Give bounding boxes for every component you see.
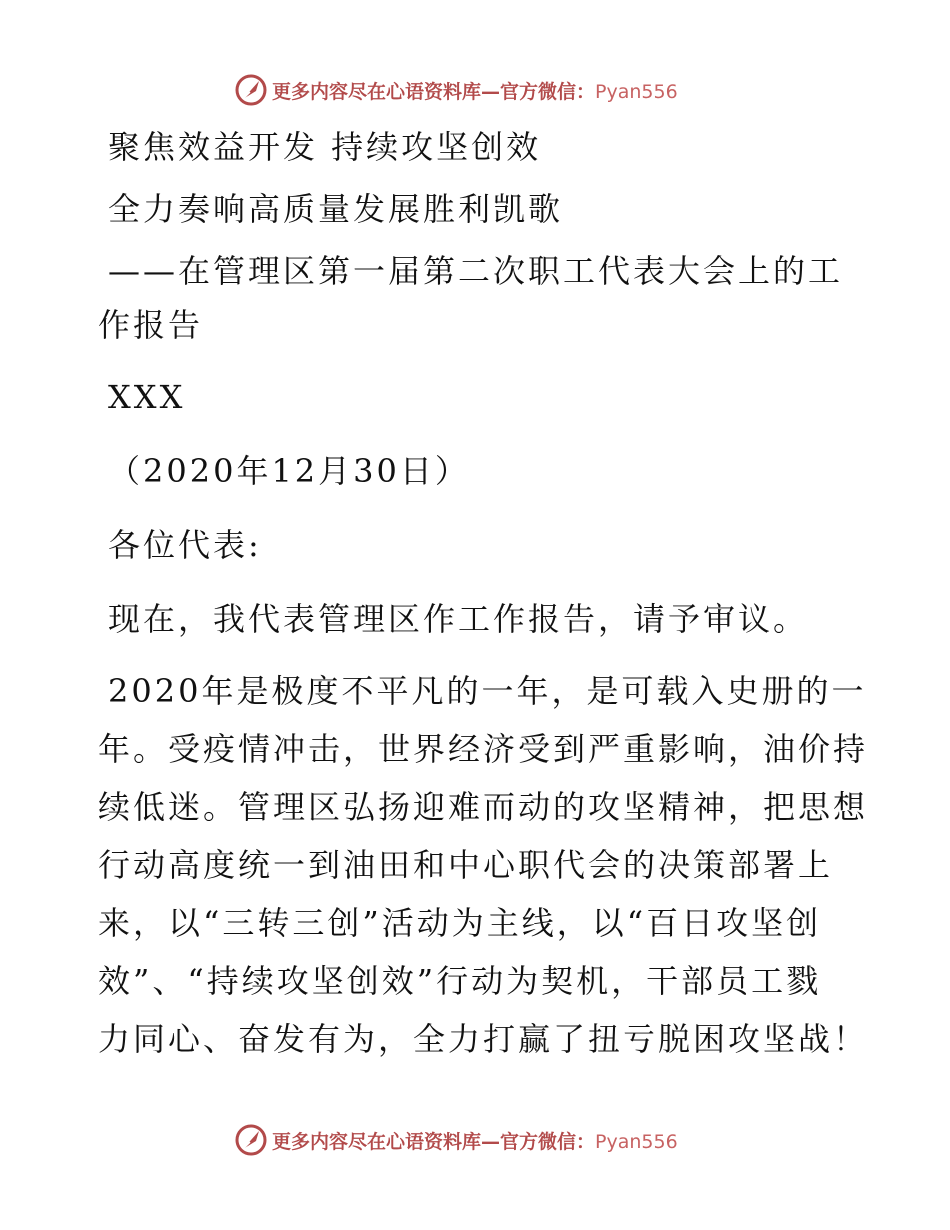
paragraph-line: 效”、“持续攻坚创效”行动为契机，干部员工戮 — [98, 962, 822, 1000]
paragraph-main — [98, 662, 869, 1068]
paragraph-line: 来，以“三转三创”活动为主线，以“百日攻坚创 — [98, 904, 822, 942]
report-date: （2020年12月30日） — [108, 452, 470, 490]
watermark-text: 更多内容尽在心语资料库—官方微信：Pyan556 — [272, 1130, 678, 1153]
salutation: 各位代表: — [108, 526, 262, 564]
author: XXX — [108, 378, 186, 416]
watermark-text: 更多内容尽在心语资料库—官方微信：Pyan556 — [272, 80, 678, 103]
watermark-wechat-id: Pyan556 — [595, 80, 678, 103]
subtitle-line-1: ——在管理区第一届第二次职工代表大会上的工 — [108, 252, 844, 290]
title-line-1: 聚焦效益开发 持续攻坚创效 — [108, 128, 542, 166]
paragraph-line: 续低迷。管理区弘扬迎难而动的攻坚精神，把思想 — [98, 788, 869, 826]
paragraph-line: 2020年是极度不平凡的一年，是可载入史册的一 — [108, 672, 867, 710]
paragraph-intro: 现在，我代表管理区作工作报告，请予审议。 — [108, 600, 809, 638]
paragraph-line: 行动高度统一到油田和中心职代会的决策部署上 — [98, 846, 834, 884]
watermark-header — [234, 72, 678, 108]
title-line-2: 全力奏响高质量发展胜利凯歌 — [108, 190, 564, 228]
watermark-footer — [234, 1122, 678, 1158]
subtitle-line-2: 作报告 — [98, 306, 204, 344]
paragraph-line: 年。受疫情冲击，世界经济受到严重影响，油价持 — [98, 730, 869, 768]
quill-logo-icon — [234, 1123, 268, 1157]
paragraph-line: 力同心、奋发有为，全力打赢了扭亏脱困攻坚战！ — [98, 1020, 869, 1058]
watermark-wechat-id: Pyan556 — [595, 1130, 678, 1153]
quill-logo-icon — [234, 73, 268, 107]
document-body — [98, 124, 869, 1068]
